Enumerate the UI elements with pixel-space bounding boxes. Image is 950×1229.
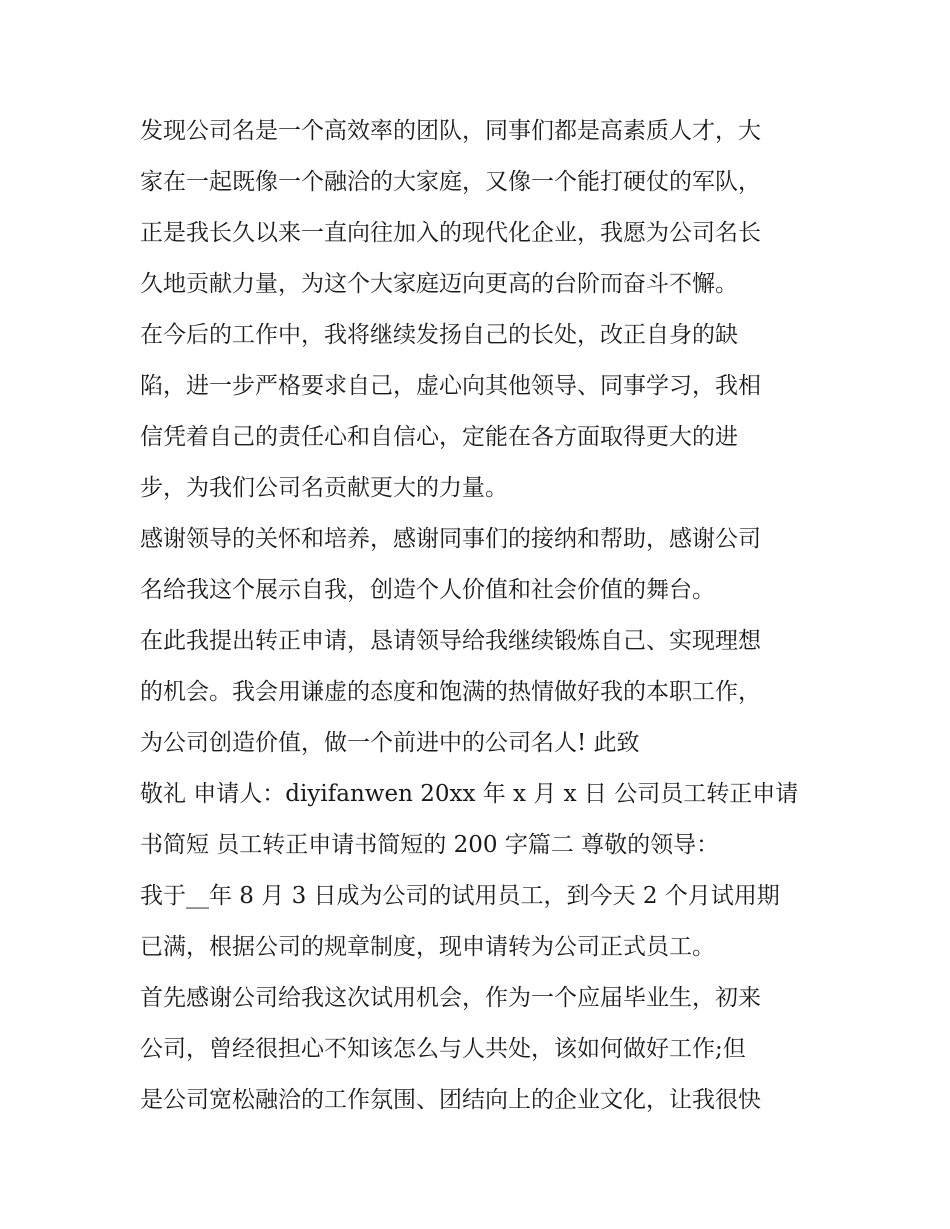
text-line: 名给我这个展示自我，创造个人价值和社会价值的舞台。	[140, 577, 715, 603]
text-line: 正是我长久以来一直向往加入的现代化企业，我愿为公司名长	[140, 220, 761, 246]
text-line: 我于__年 8 月 3 日成为公司的试用员工，到今天 2 个月试用期	[140, 883, 780, 909]
text-line: 在此我提出转正申请，恳请领导给我继续锻炼自己、实现理想	[140, 628, 761, 654]
text-line: 久地贡献力量，为这个大家庭迈向更高的台阶而奋斗不懈。	[140, 271, 738, 297]
text-line: 首先感谢公司给我这次试用机会，作为一个应届毕业生，初来	[140, 985, 761, 1011]
text-line: 为公司创造价值，做一个前进中的公司名人! 此致	[140, 730, 640, 756]
document-body	[140, 106, 820, 1126]
text-line: 在今后的工作中，我将继续发扬自己的长处，改正自身的缺	[140, 322, 738, 348]
text-line: 已满，根据公司的规章制度，现申请转为公司正式员工。	[140, 934, 715, 960]
text-line: 敬礼 申请人：diyifanwen 20xx 年 x 月 x 日 公司员工转正申请	[140, 781, 799, 807]
text-line: 感谢领导的关怀和培养，感谢同事们的接纳和帮助，感谢公司	[140, 526, 761, 552]
text-line: 家在一起既像一个融洽的大家庭，又像一个能打硬仗的军队，	[140, 169, 761, 195]
text-line: 书简短 员工转正申请书简短的 200 字篇二 尊敬的领导：	[140, 832, 720, 858]
text-line: 是公司宽松融洽的工作氛围、团结向上的企业文化，让我很快	[140, 1087, 761, 1113]
text-line: 信凭着自己的责任心和自信心，定能在各方面取得更大的进	[140, 424, 738, 450]
text-line: 陷，进一步严格要求自己，虚心向其他领导、同事学习，我相	[140, 373, 761, 399]
text-line: 发现公司名是一个高效率的团队，同事们都是高素质人才，大	[140, 118, 761, 144]
text-line: 公司，曾经很担心不知该怎么与人共处，该如何做好工作;但	[140, 1036, 746, 1062]
text-line: 的机会。我会用谦虚的态度和饱满的热情做好我的本职工作，	[140, 679, 761, 705]
text-line: 步，为我们公司名贡献更大的力量。	[140, 475, 508, 501]
